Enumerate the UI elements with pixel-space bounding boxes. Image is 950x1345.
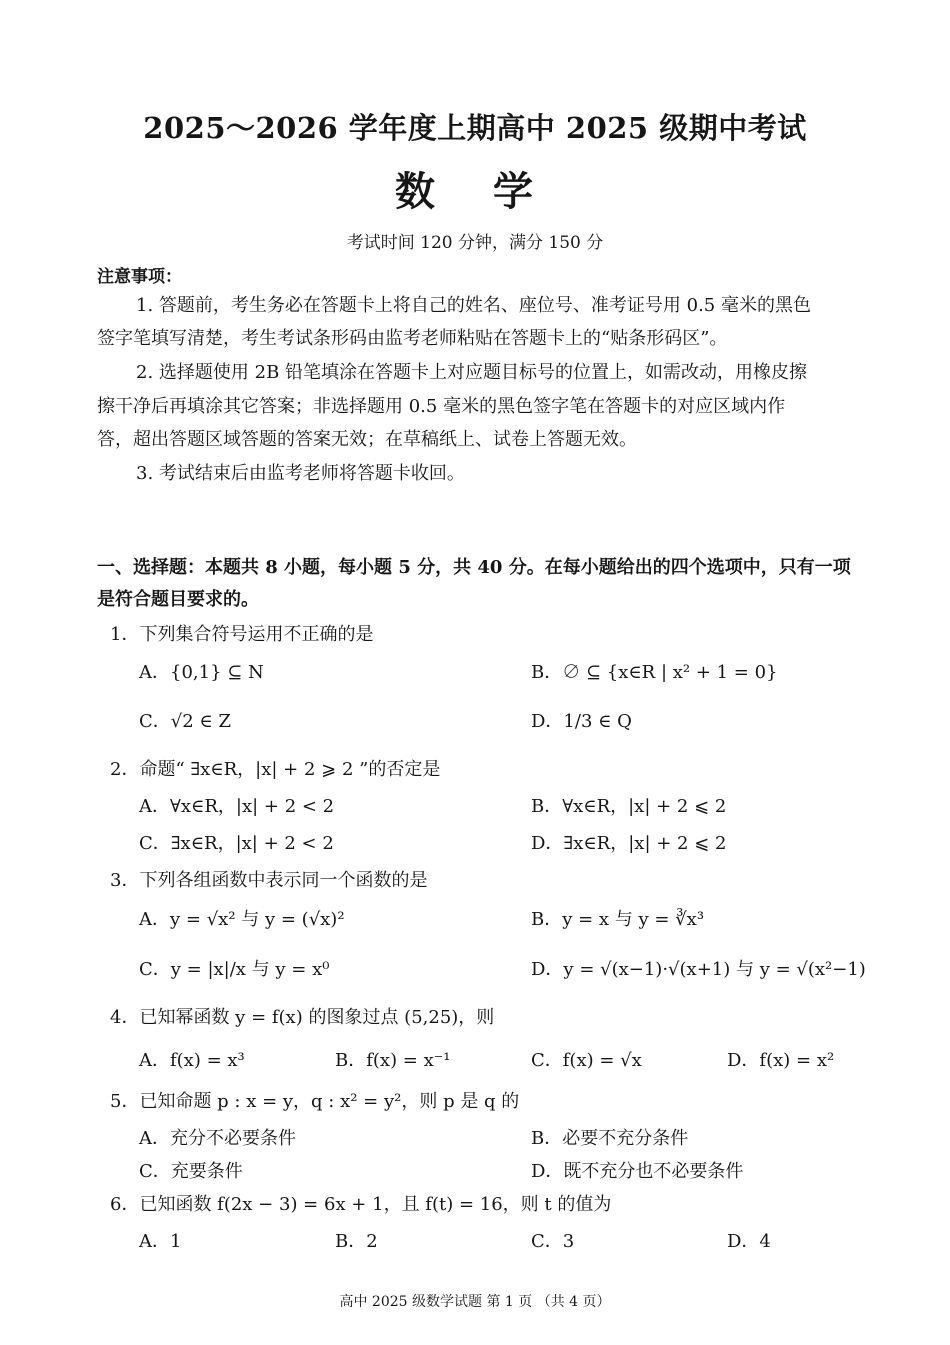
option-d: D．f(x) = x² [727, 1050, 835, 1071]
exam-title: 2025～2026 学年度上期高中 2025 级期中考试 [143, 111, 807, 145]
option-a: A．y = √x² 与 y = (√x)² [139, 909, 345, 930]
question-stem: 5．已知命题 p : x = y，q : x² = y²，则 p 是 q 的 [110, 1091, 520, 1112]
option-c: C．∃x∈R，|x| + 2 < 2 [139, 833, 334, 854]
option-d: D．1/3 ∈ Q [531, 711, 632, 732]
section-heading: 一、选择题：本题共 8 小题，每小题 5 分，共 40 分。在每小题给出的四个选项中，只有一项是符合题目要求的。 [97, 557, 851, 610]
option-c: C．√2 ∈ Z [139, 711, 231, 732]
option-b: B．必要不充分条件 [531, 1128, 689, 1149]
option-a: A．{0,1} ⊆ N [139, 662, 264, 683]
option-d: D．y = √(x−1)·√(x+1) 与 y = √(x²−1) [531, 959, 866, 980]
option-b: B．∀x∈R，|x| + 2 ⩽ 2 [531, 796, 727, 817]
notice-heading: 注意事项： [97, 267, 182, 287]
notice-line: 2. 选择题使用 2B 铅笔填涂在答题卡上对应题目标号的位置上，如需改动，用橡皮擦 [136, 362, 808, 383]
question-stem: 3．下列各组函数中表示同一个函数的是 [110, 870, 428, 891]
option-a: A．∀x∈R，|x| + 2 < 2 [139, 796, 335, 817]
option-b: B．f(x) = x⁻¹ [335, 1050, 451, 1071]
option-c: C．y = |x|/x 与 y = x⁰ [139, 959, 330, 980]
option-c: C．充要条件 [139, 1161, 243, 1182]
option-c: C．f(x) = √x [531, 1050, 642, 1071]
notice-line: 签字笔填写清楚，考生考试条形码由监考老师粘贴在答题卡上的“贴条形码区”。 [97, 328, 728, 349]
option-a: A．充分不必要条件 [139, 1128, 296, 1149]
option-b: B．∅ ⊆ {x∈R | x² + 1 = 0} [531, 662, 778, 683]
question-stem: 4．已知幂函数 y = f(x) 的图象过点 (5,25)，则 [110, 1007, 495, 1028]
page-footer: 高中 2025 级数学试题 第 1 页 （共 4 页） [339, 1294, 611, 1310]
question-stem: 1．下列集合符号运用不正确的是 [110, 624, 374, 645]
option-c: C．3 [531, 1231, 575, 1252]
exam-meta: 考试时间 120 分钟，满分 150 分 [346, 233, 604, 253]
notice-line: 3. 考试结束后由监考老师将答题卡收回。 [136, 463, 465, 484]
option-a: A．1 [139, 1231, 182, 1252]
question-stem: 2．命题“ ∃x∈R，|x| + 2 ⩾ 2 ”的否定是 [110, 759, 441, 780]
option-d: D．既不充分也不必要条件 [531, 1161, 744, 1182]
subject-title: 数 学 [395, 168, 555, 215]
notice-line: 1. 答题前，考生务必在答题卡上将自己的姓名、座位号、准考证号用 0.5 毫米的黑色 [136, 295, 811, 316]
option-b: B．y = x 与 y = ∛x³ [531, 909, 705, 930]
notice-line: 擦干净后再填涂其它答案；非选择题用 0.5 毫米的黑色签字笔在答题卡的对应区域内作 [97, 396, 786, 417]
option-a: A．f(x) = x³ [139, 1050, 245, 1071]
notice-line: 答，超出答题区域答题的答案无效；在草稿纸上、试卷上答题无效。 [97, 429, 637, 450]
question-stem: 6．已知函数 f(2x − 3) = 6x + 1，且 f(t) = 16，则 t 的值为 [110, 1194, 612, 1215]
option-b: B．2 [335, 1231, 378, 1252]
option-d: D．4 [727, 1231, 771, 1252]
option-d: D．∃x∈R，|x| + 2 ⩽ 2 [531, 833, 727, 854]
